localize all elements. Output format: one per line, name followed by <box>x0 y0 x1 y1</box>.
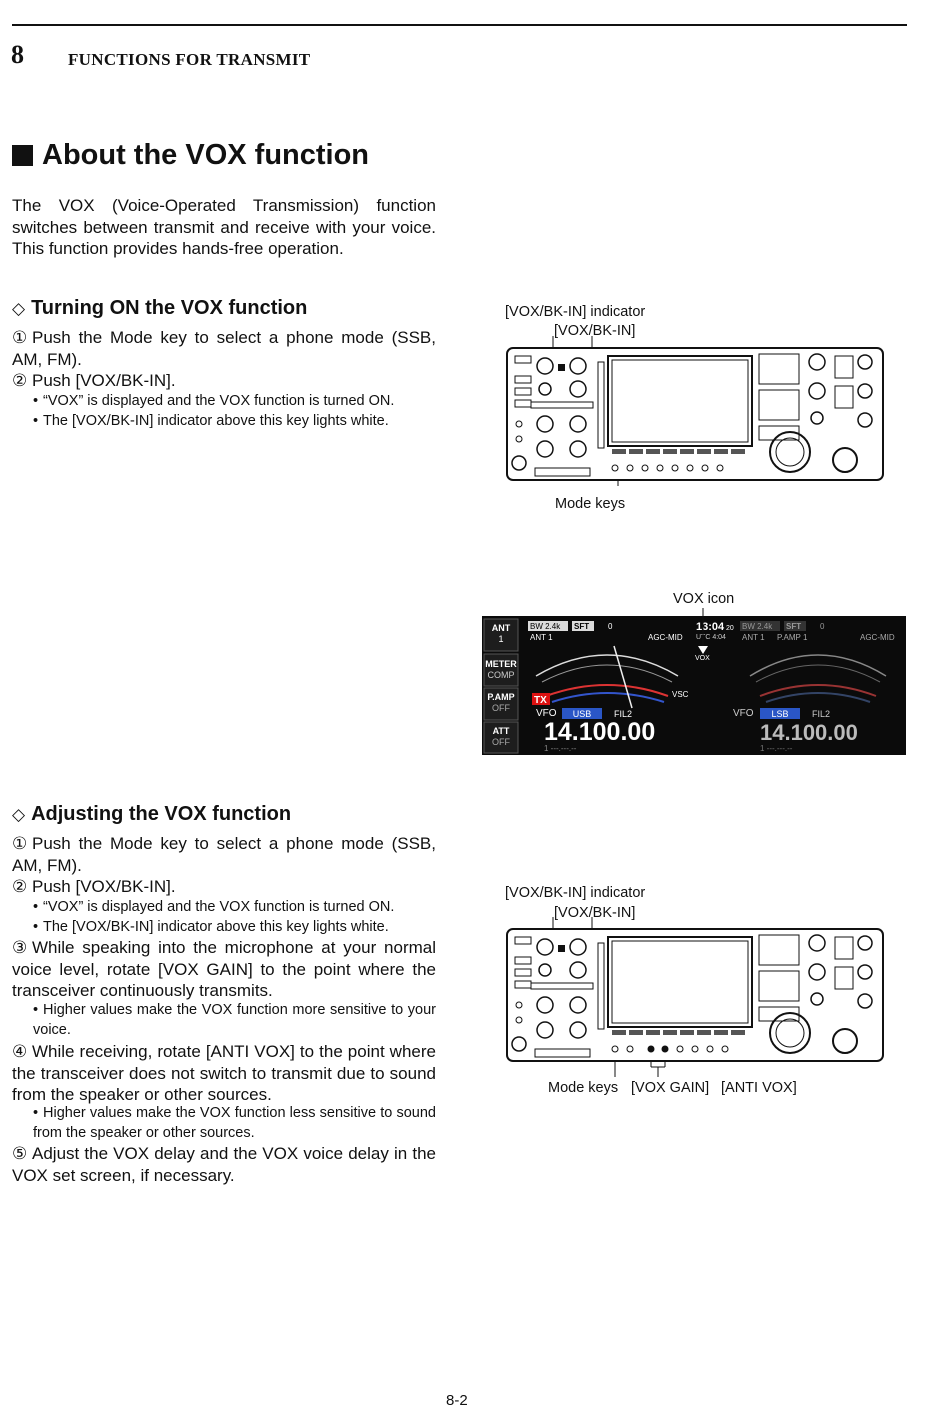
step-marker: ⑤ <box>12 1144 28 1163</box>
section-title-text: About the VOX function <box>42 139 370 171</box>
svg-text:BW 2.4k: BW 2.4k <box>742 622 773 631</box>
svg-text:FIL2: FIL2 <box>812 709 831 719</box>
bullet-text: Higher values make the VOX function more sensitive to your voice. <box>33 1002 436 1038</box>
step-2 <box>12 876 436 898</box>
step-marker: ① <box>12 834 28 853</box>
transceiver-panel-figure-1 <box>505 336 885 496</box>
svg-text:SFT: SFT <box>786 622 802 631</box>
step-text: While receiving, rotate [ANTI VOX] to the point where the transceiver does not switch to transmit due to sound from the speaker or other sources. <box>12 1042 436 1104</box>
svg-text:SFT: SFT <box>574 622 590 631</box>
svg-text:LSB: LSB <box>771 709 789 719</box>
page-number: 8-2 <box>446 1392 468 1409</box>
svg-text:METER: METER <box>485 659 517 669</box>
transceiver-panel-figure-2 <box>505 917 885 1079</box>
bullet-item: • Higher values make the VOX function less sensitive to sound from the speaker or other sources. <box>33 1105 436 1141</box>
bullet-item: • The [VOX/BK-IN] indicator above this key lights white. <box>33 919 389 935</box>
label-anti-vox: [ANTI VOX] <box>721 1080 797 1096</box>
bullet-item: • The [VOX/BK-IN] indicator above this key lights white. <box>33 413 389 429</box>
step-marker: ③ <box>12 938 28 957</box>
step-text: Push the Mode key to select a phone mode (SSB, AM, FM). <box>12 328 436 369</box>
step-3 <box>12 937 436 1002</box>
svg-text:OFF: OFF <box>492 703 510 713</box>
chapter-title: FUNCTIONS FOR TRANSMIT <box>68 50 311 69</box>
subsection-title: Turning ON the VOX function <box>31 297 308 319</box>
square-bullet-icon <box>12 145 33 166</box>
subsection-turning-on <box>12 297 307 320</box>
transceiver-screen-figure <box>482 608 906 755</box>
chapter-number: 8 <box>11 40 24 69</box>
label-vox-icon: VOX icon <box>673 591 735 607</box>
step-marker: ② <box>12 371 28 390</box>
diamond-icon: ◇ <box>12 804 26 824</box>
step-4 <box>12 1041 436 1106</box>
svg-text:0: 0 <box>820 622 825 631</box>
svg-text:13:04: 13:04 <box>696 621 725 633</box>
svg-text:ANT 1: ANT 1 <box>530 633 553 642</box>
svg-text:AGC-MID: AGC-MID <box>648 633 683 642</box>
step-2 <box>12 370 436 392</box>
svg-text:1 ---.---.--: 1 ---.---.-- <box>760 744 793 753</box>
bullet-item: • “VOX” is displayed and the VOX function is turned ON. <box>33 899 395 915</box>
svg-text:1 ---.---.--: 1 ---.---.-- <box>544 744 577 753</box>
bullet-text: “VOX” is displayed and the VOX function is turned ON. <box>43 393 395 409</box>
subsection-title: Adjusting the VOX function <box>31 803 292 825</box>
svg-text:0: 0 <box>608 622 613 631</box>
bullet-text: “VOX” is displayed and the VOX function is turned ON. <box>43 899 395 915</box>
svg-text:ANT: ANT <box>491 623 511 633</box>
label-vox-indicator: [VOX/BK-IN] indicator <box>505 304 646 320</box>
svg-text:ANT 1: ANT 1 <box>742 633 765 642</box>
svg-text:VFO: VFO <box>733 708 754 719</box>
step-1 <box>12 327 436 370</box>
label-vox-indicator: [VOX/BK-IN] indicator <box>505 885 646 901</box>
label-vox-key: [VOX/BK-IN] <box>554 905 636 921</box>
svg-text:VSC: VSC <box>672 690 689 699</box>
step-1 <box>12 833 436 876</box>
svg-text:OFF: OFF <box>492 737 510 747</box>
svg-text:UTC 4:04: UTC 4:04 <box>696 634 726 641</box>
bullet-item: • Higher values make the VOX function more sensitive to your voice. <box>33 1002 436 1038</box>
svg-text:BW 2.4k: BW 2.4k <box>530 622 561 631</box>
step-text: Push [VOX/BK-IN]. <box>32 877 176 896</box>
svg-text:14.100.00: 14.100.00 <box>760 720 858 745</box>
step-marker: ① <box>12 328 28 347</box>
section-title <box>12 139 369 172</box>
label-mode-keys: Mode keys <box>555 496 626 512</box>
svg-text:VOX: VOX <box>695 655 710 662</box>
bullet-item: • “VOX” is displayed and the VOX function is turned ON. <box>33 393 395 409</box>
svg-text:ATT: ATT <box>492 726 510 736</box>
svg-text:AGC-MID: AGC-MID <box>860 633 895 642</box>
svg-text:P.AMP 1: P.AMP 1 <box>777 633 808 642</box>
svg-text:COMP: COMP <box>487 670 515 680</box>
step-text: Push [VOX/BK-IN]. <box>32 371 176 390</box>
label-vox-key: [VOX/BK-IN] <box>554 323 636 339</box>
label-vox-gain: [VOX GAIN] <box>631 1080 710 1096</box>
header-rule <box>12 24 907 26</box>
step-marker: ② <box>12 877 28 896</box>
subsection-adjusting <box>12 803 291 826</box>
bullet-text: The [VOX/BK-IN] indicator above this key lights white. <box>43 919 389 935</box>
step-text: Push the Mode key to select a phone mode (SSB, AM, FM). <box>12 834 436 875</box>
svg-text:P.AMP: P.AMP <box>487 692 515 702</box>
step-text: While speaking into the microphone at your normal voice level, rotate [VOX GAIN] to the point where the transceiver continuously transmits. <box>12 938 436 1000</box>
intro-paragraph: The VOX (Voice-Operated Transmission) function switches between transmit and receive with your voice. This function provides hands-free operation. <box>12 196 436 258</box>
bullet-text: Higher values make the VOX function less sensitive to sound from the speaker or other sources. <box>33 1105 436 1141</box>
svg-text:20: 20 <box>726 625 734 632</box>
svg-text:VFO: VFO <box>536 708 557 719</box>
step-5 <box>12 1143 436 1186</box>
svg-text:USB: USB <box>572 709 592 719</box>
svg-text:TX: TX <box>534 695 547 706</box>
step-text: Adjust the VOX delay and the VOX voice delay in the VOX set screen, if necessary. <box>12 1144 436 1185</box>
svg-text:14.100.00: 14.100.00 <box>544 718 656 746</box>
label-mode-keys: Mode keys <box>548 1080 619 1096</box>
svg-text:1: 1 <box>498 634 504 644</box>
diamond-icon: ◇ <box>12 298 26 318</box>
step-marker: ④ <box>12 1042 28 1061</box>
svg-text:FIL2: FIL2 <box>614 709 633 719</box>
bullet-text: The [VOX/BK-IN] indicator above this key lights white. <box>43 413 389 429</box>
